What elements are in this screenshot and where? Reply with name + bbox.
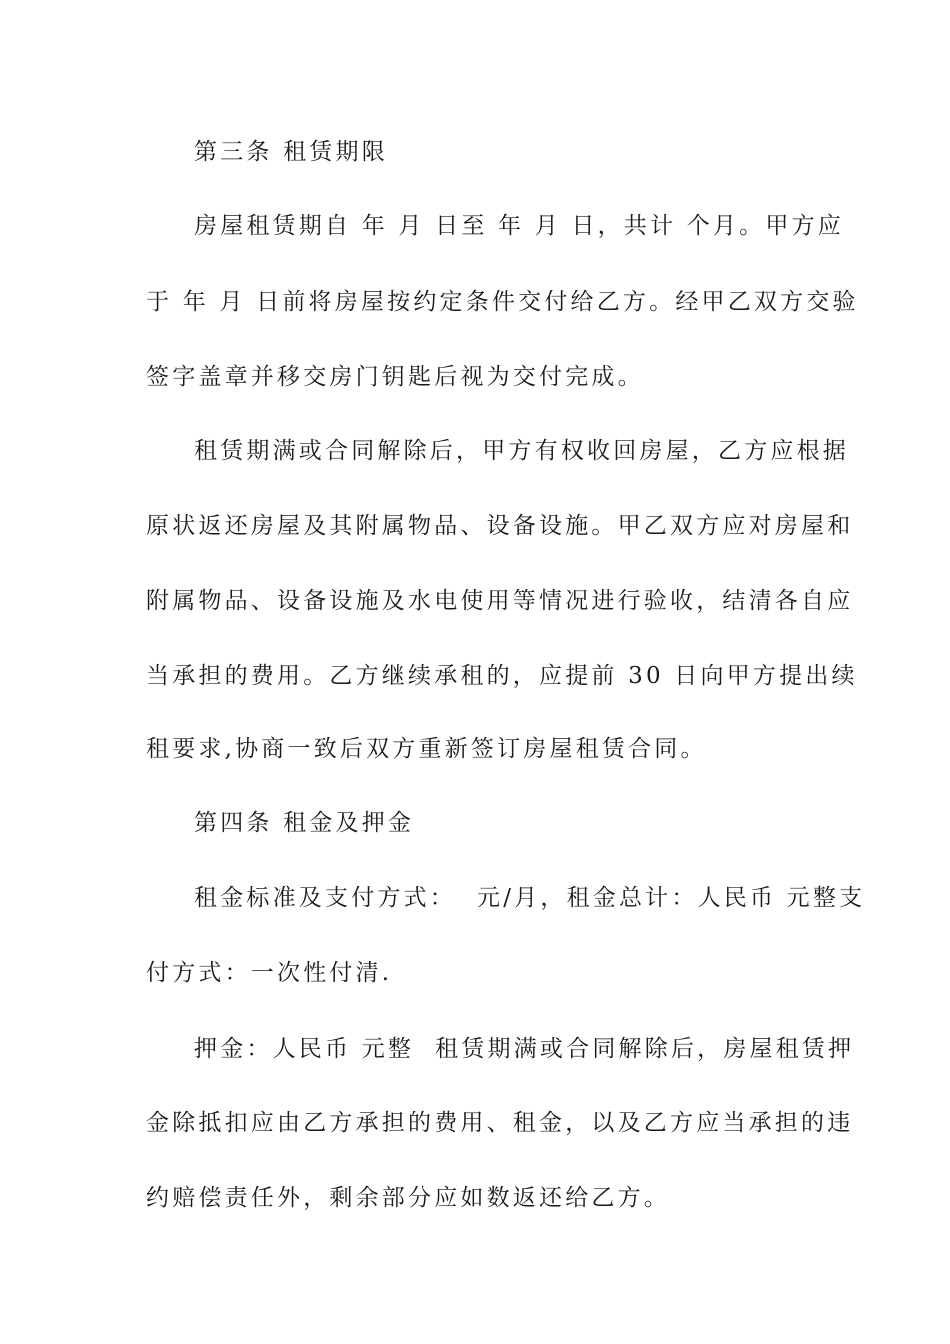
paragraph-line: 附属物品、设备设施及水电使用等情况进行验收，结清各自应 (146, 588, 854, 614)
paragraph-line: 租赁期满或合同解除后，甲方有权收回房屋，乙方应根据 (194, 438, 849, 464)
paragraph-line: 付方式：一次性付清. (146, 960, 393, 986)
paragraph-line: 原状返还房屋及其附属物品、设备设施。甲乙双方应对房屋和 (146, 513, 854, 539)
paragraph-line: 房屋租赁期自 年 月 日至 年 月 日，共计 个月。甲方应 (194, 213, 844, 239)
paragraph-line: 金除抵扣应由乙方承担的费用、租金，以及乙方应当承担的违 (146, 1110, 854, 1136)
paragraph-line: 租金标准及支付方式： 元/月，租金总计：人民币 元整支 (194, 885, 866, 911)
paragraph-line: 签字盖章并移交房门钥匙后视为交付完成。 (146, 364, 644, 390)
paragraph-line: 当承担的费用。乙方继续承租的，应提前 30 日向甲方提出续 (146, 663, 858, 689)
section-heading-article-3: 第三条 租赁期限 (194, 139, 388, 165)
paragraph-line: 约赔偿责任外，剩余部分应如数返还给乙方。 (146, 1185, 670, 1211)
paragraph-line: 押金：人民币 元整 租赁期满或合同解除后，房屋租赁押 (194, 1036, 855, 1062)
section-heading-article-4: 第四条 租金及押金 (194, 810, 415, 836)
paragraph-line: 于 年 月 日前将房屋按约定条件交付给乙方。经甲乙双方交验 (146, 289, 859, 315)
paragraph-line: 租要求,协商一致后双方重新签订房屋租赁合同。 (146, 736, 707, 762)
